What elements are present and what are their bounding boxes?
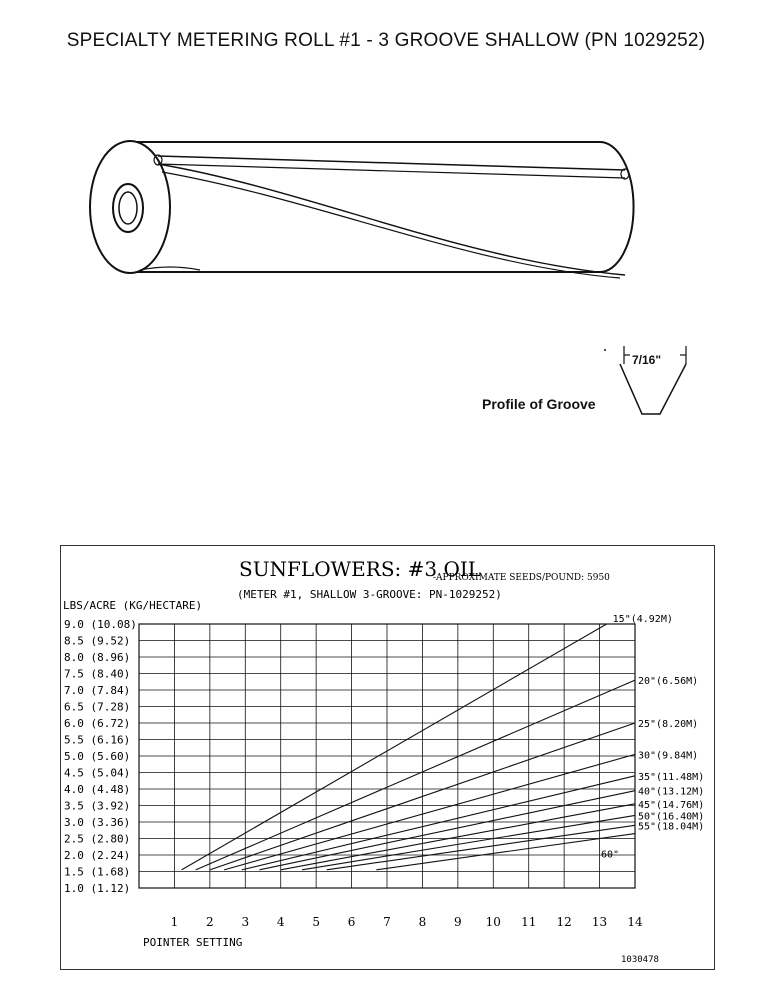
y-tick-label: 1.5 (1.68)	[64, 865, 131, 879]
series-label: 35"(11.48M)	[638, 771, 705, 783]
y-axis-label: LBS/ACRE (KG/HECTARE)	[63, 599, 203, 612]
y-tick-label: 5.0 (5.60)	[64, 750, 131, 763]
y-tick-label: 4.0 (4.48)	[64, 783, 131, 796]
groove-width-label: 7/16"	[632, 353, 662, 367]
x-tick-label: 8	[418, 915, 427, 929]
metering-roll-drawing	[80, 120, 650, 290]
y-tick-label: 2.0 (2.24)	[64, 849, 131, 862]
y-tick-label: 5.5 (6.16)	[64, 733, 131, 747]
series-line	[224, 754, 635, 870]
series-label: 40"(13.12M)	[638, 786, 705, 798]
x-tick-label: 13	[591, 915, 608, 929]
x-tick-label: 2	[206, 915, 214, 929]
x-tick-label: 4	[276, 915, 285, 929]
seeding-rate-chart	[60, 545, 715, 970]
series-label: 60"	[601, 849, 620, 861]
y-tick-label: 3.0 (3.36)	[64, 816, 131, 829]
series-label: 50"(16.40M)	[638, 811, 705, 823]
series-line	[196, 680, 635, 870]
series-label: 15"(4.92M)	[612, 614, 673, 625]
series-line	[327, 825, 635, 870]
y-tick-label: 8.5 (9.52)	[64, 634, 131, 648]
y-tick-label: 6.0 (6.72)	[64, 717, 131, 730]
chart-title: SUNFLOWERS: #3 OIL	[239, 557, 482, 581]
x-tick-label: 6	[347, 915, 356, 929]
y-tick-label: 2.5 (2.80)	[64, 832, 131, 846]
series-label: 45"(14.76M)	[638, 799, 705, 811]
y-tick-label: 6.5 (7.28)	[64, 700, 131, 714]
y-tick-label: 9.0 (10.08)	[64, 618, 137, 631]
chart-title-note: -APPROXIMATE SEEDS/POUND: 5950	[433, 573, 610, 583]
x-tick-label: 10	[485, 915, 501, 929]
series-line	[242, 776, 635, 870]
y-tick-label: 1.0 (1.12)	[64, 882, 131, 895]
series-label: 55"(18.04M)	[638, 821, 705, 833]
groove-profile-label: Profile of Groove	[482, 396, 596, 412]
x-tick-label: 3	[241, 915, 250, 929]
series-label: 20"(6.56M)	[638, 676, 699, 688]
x-tick-label: 11	[521, 915, 537, 929]
x-tick-label: 5	[312, 915, 320, 929]
y-tick-label: 8.0 (8.96)	[64, 651, 131, 664]
series-label: 30"(9.84M)	[638, 750, 699, 762]
x-tick-label: 7	[383, 915, 391, 929]
groove-profile-drawing	[480, 338, 710, 438]
y-tick-label: 3.5 (3.92)	[64, 799, 131, 813]
x-tick-label: 1	[170, 915, 179, 929]
series-label: 25"(8.20M)	[638, 719, 699, 730]
x-tick-label: 12	[556, 915, 572, 929]
x-tick-label: 9	[454, 915, 462, 929]
y-tick-label: 7.5 (8.40)	[64, 667, 131, 681]
y-tick-label: 4.5 (5.04)	[64, 766, 131, 780]
page-title: SPECIALTY METERING ROLL #1 - 3 GROOVE SHALLOW (PN 1029252)	[66, 30, 706, 51]
x-tick-label: 14	[627, 915, 643, 929]
figure-id: 1030478	[621, 955, 659, 965]
x-axis-label: POINTER SETTING	[143, 936, 243, 949]
y-tick-label: 7.0 (7.84)	[64, 684, 131, 697]
chart-subtitle: (METER #1, SHALLOW 3-GROOVE: PN-1029252)	[237, 588, 502, 601]
